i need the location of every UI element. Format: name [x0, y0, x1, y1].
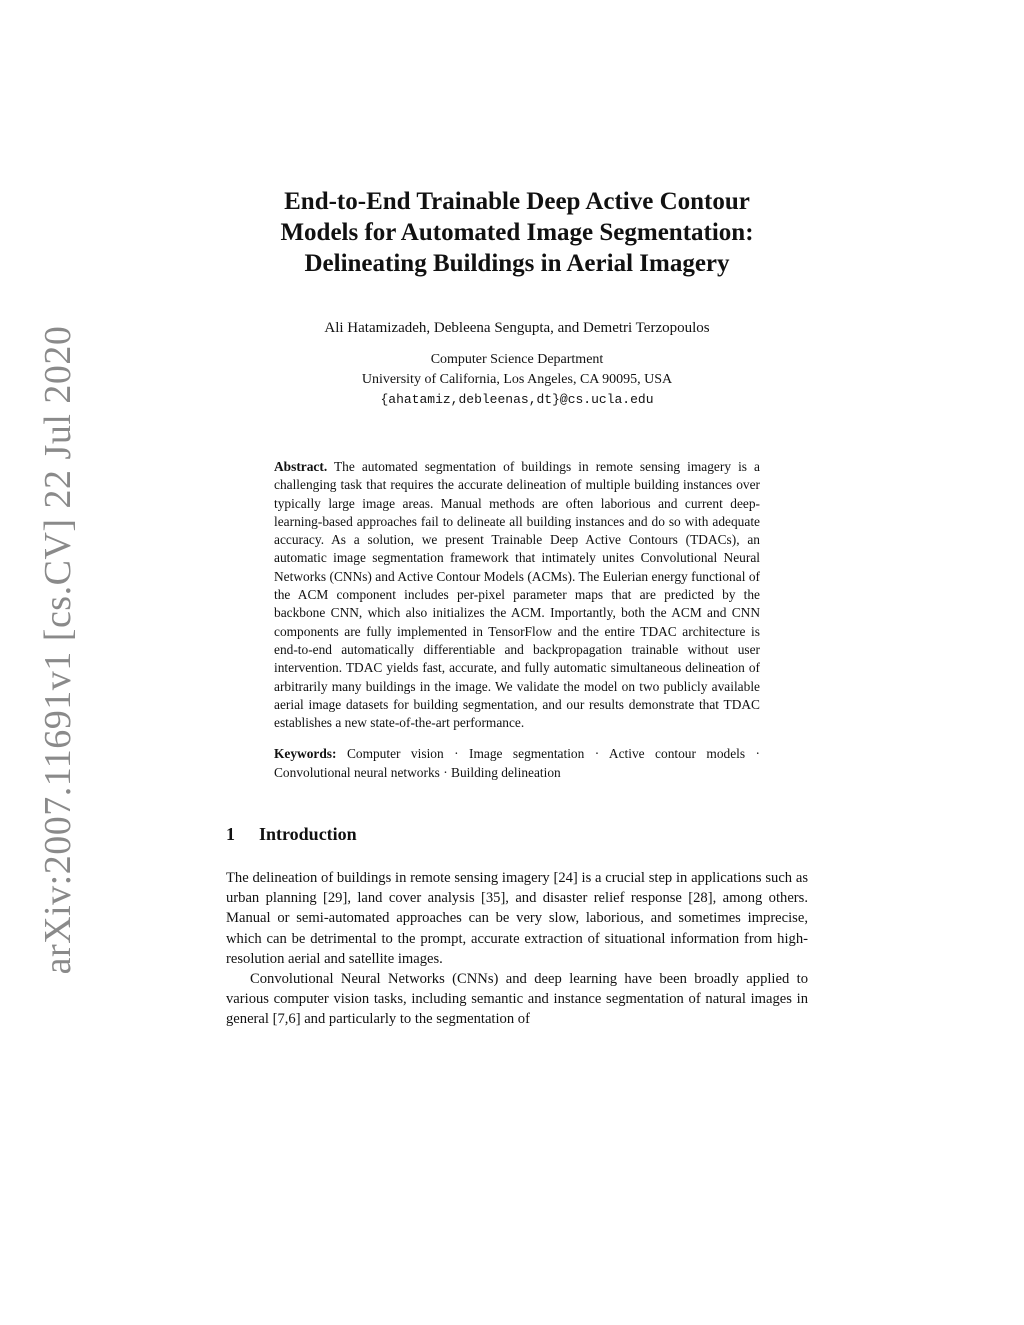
abstract-text: The automated segmentation of buildings in remote sensing imagery is a challenging task that requires the accurate delineation of multiple building instances over typically large image areas. Manual methods are often laborious and current deep-learning-based approaches fail to delineate all building instances and do so with adequate accuracy. As a solution, we present Trainable Deep Active Contours (TDACs), an automatic image segmentation framework that intimately unites Convolutional Neural Networks (CNNs) and Active Contour Models (ACMs). The Eulerian energy functional of the ACM component includes per-pixel parameter maps that are predicted by the backbone CNN, which also initializes the ACM. Importantly, both the ACM and CNN components are fully implemented in TensorFlow and the entire TDAC architecture is end-to-end automatically differentiable and backpropagation trainable without user intervention. TDAC yields fast, accurate, and fully automatic simultaneous delineation of arbitrarily many buildings in the image. We validate the model on two publicly available aerial image datasets for building segmentation, and our results demonstrate that TDAC establishes a new state-of-the-art performance. — [274, 459, 760, 731]
keywords-block — [274, 745, 760, 782]
affiliation-email: {ahatamiz,debleenas,dt}@cs.ucla.edu — [380, 392, 654, 407]
section-number: 1 — [226, 824, 235, 845]
title-line-3: Delineating Buildings in Aerial Imagery — [304, 250, 730, 277]
keywords-text: Computer vision · Image segmentation · Active contour models · Convolutional neural networks · Building delineation — [274, 746, 760, 780]
paper-title — [226, 186, 808, 279]
title-line-1: End-to-End Trainable Deep Active Contour — [284, 188, 750, 215]
keywords-label: Keywords: — [274, 746, 337, 762]
affiliation-university: University of California, Los Angeles, CA 90095, USA — [361, 372, 673, 387]
introduction-paragraph-1: The delineation of buildings in remote sensing imagery [24] is a crucial step in applications such as urban planning [29], land cover analysis [35], and disaster relief response [28], among others. Manual or semi-automated approaches can be very slow, laborious, and sometimes imprecise, which can be detrimental to the prompt, accurate extraction of situational information from high-resolution aerial and satellite images. — [226, 870, 808, 967]
affiliation-block — [226, 350, 808, 410]
affiliation-department: Computer Science Department — [430, 352, 604, 367]
introduction-paragraph-2: Convolutional Neural Networks (CNNs) and deep learning have been broadly applied to various computer vision tasks, including semantic and instance segmentation of natural images in general [7,6] and particularly to the segmentation of — [226, 971, 808, 1028]
paper-page — [226, 186, 808, 1030]
author-list: Ali Hatamizadeh, Debleena Sengupta, and Demetri Terzopoulos — [324, 320, 710, 336]
abstract-label: Abstract. — [274, 459, 328, 474]
title-line-2: Models for Automated Image Segmentation: — [280, 219, 754, 246]
section-heading-introduction — [226, 824, 808, 845]
abstract-block — [274, 458, 760, 732]
arxiv-identifier-stamp: arXiv:2007.11691v1 [cs.CV] 22 Jul 2020 — [37, 325, 79, 975]
section-title: Introduction — [259, 824, 357, 845]
